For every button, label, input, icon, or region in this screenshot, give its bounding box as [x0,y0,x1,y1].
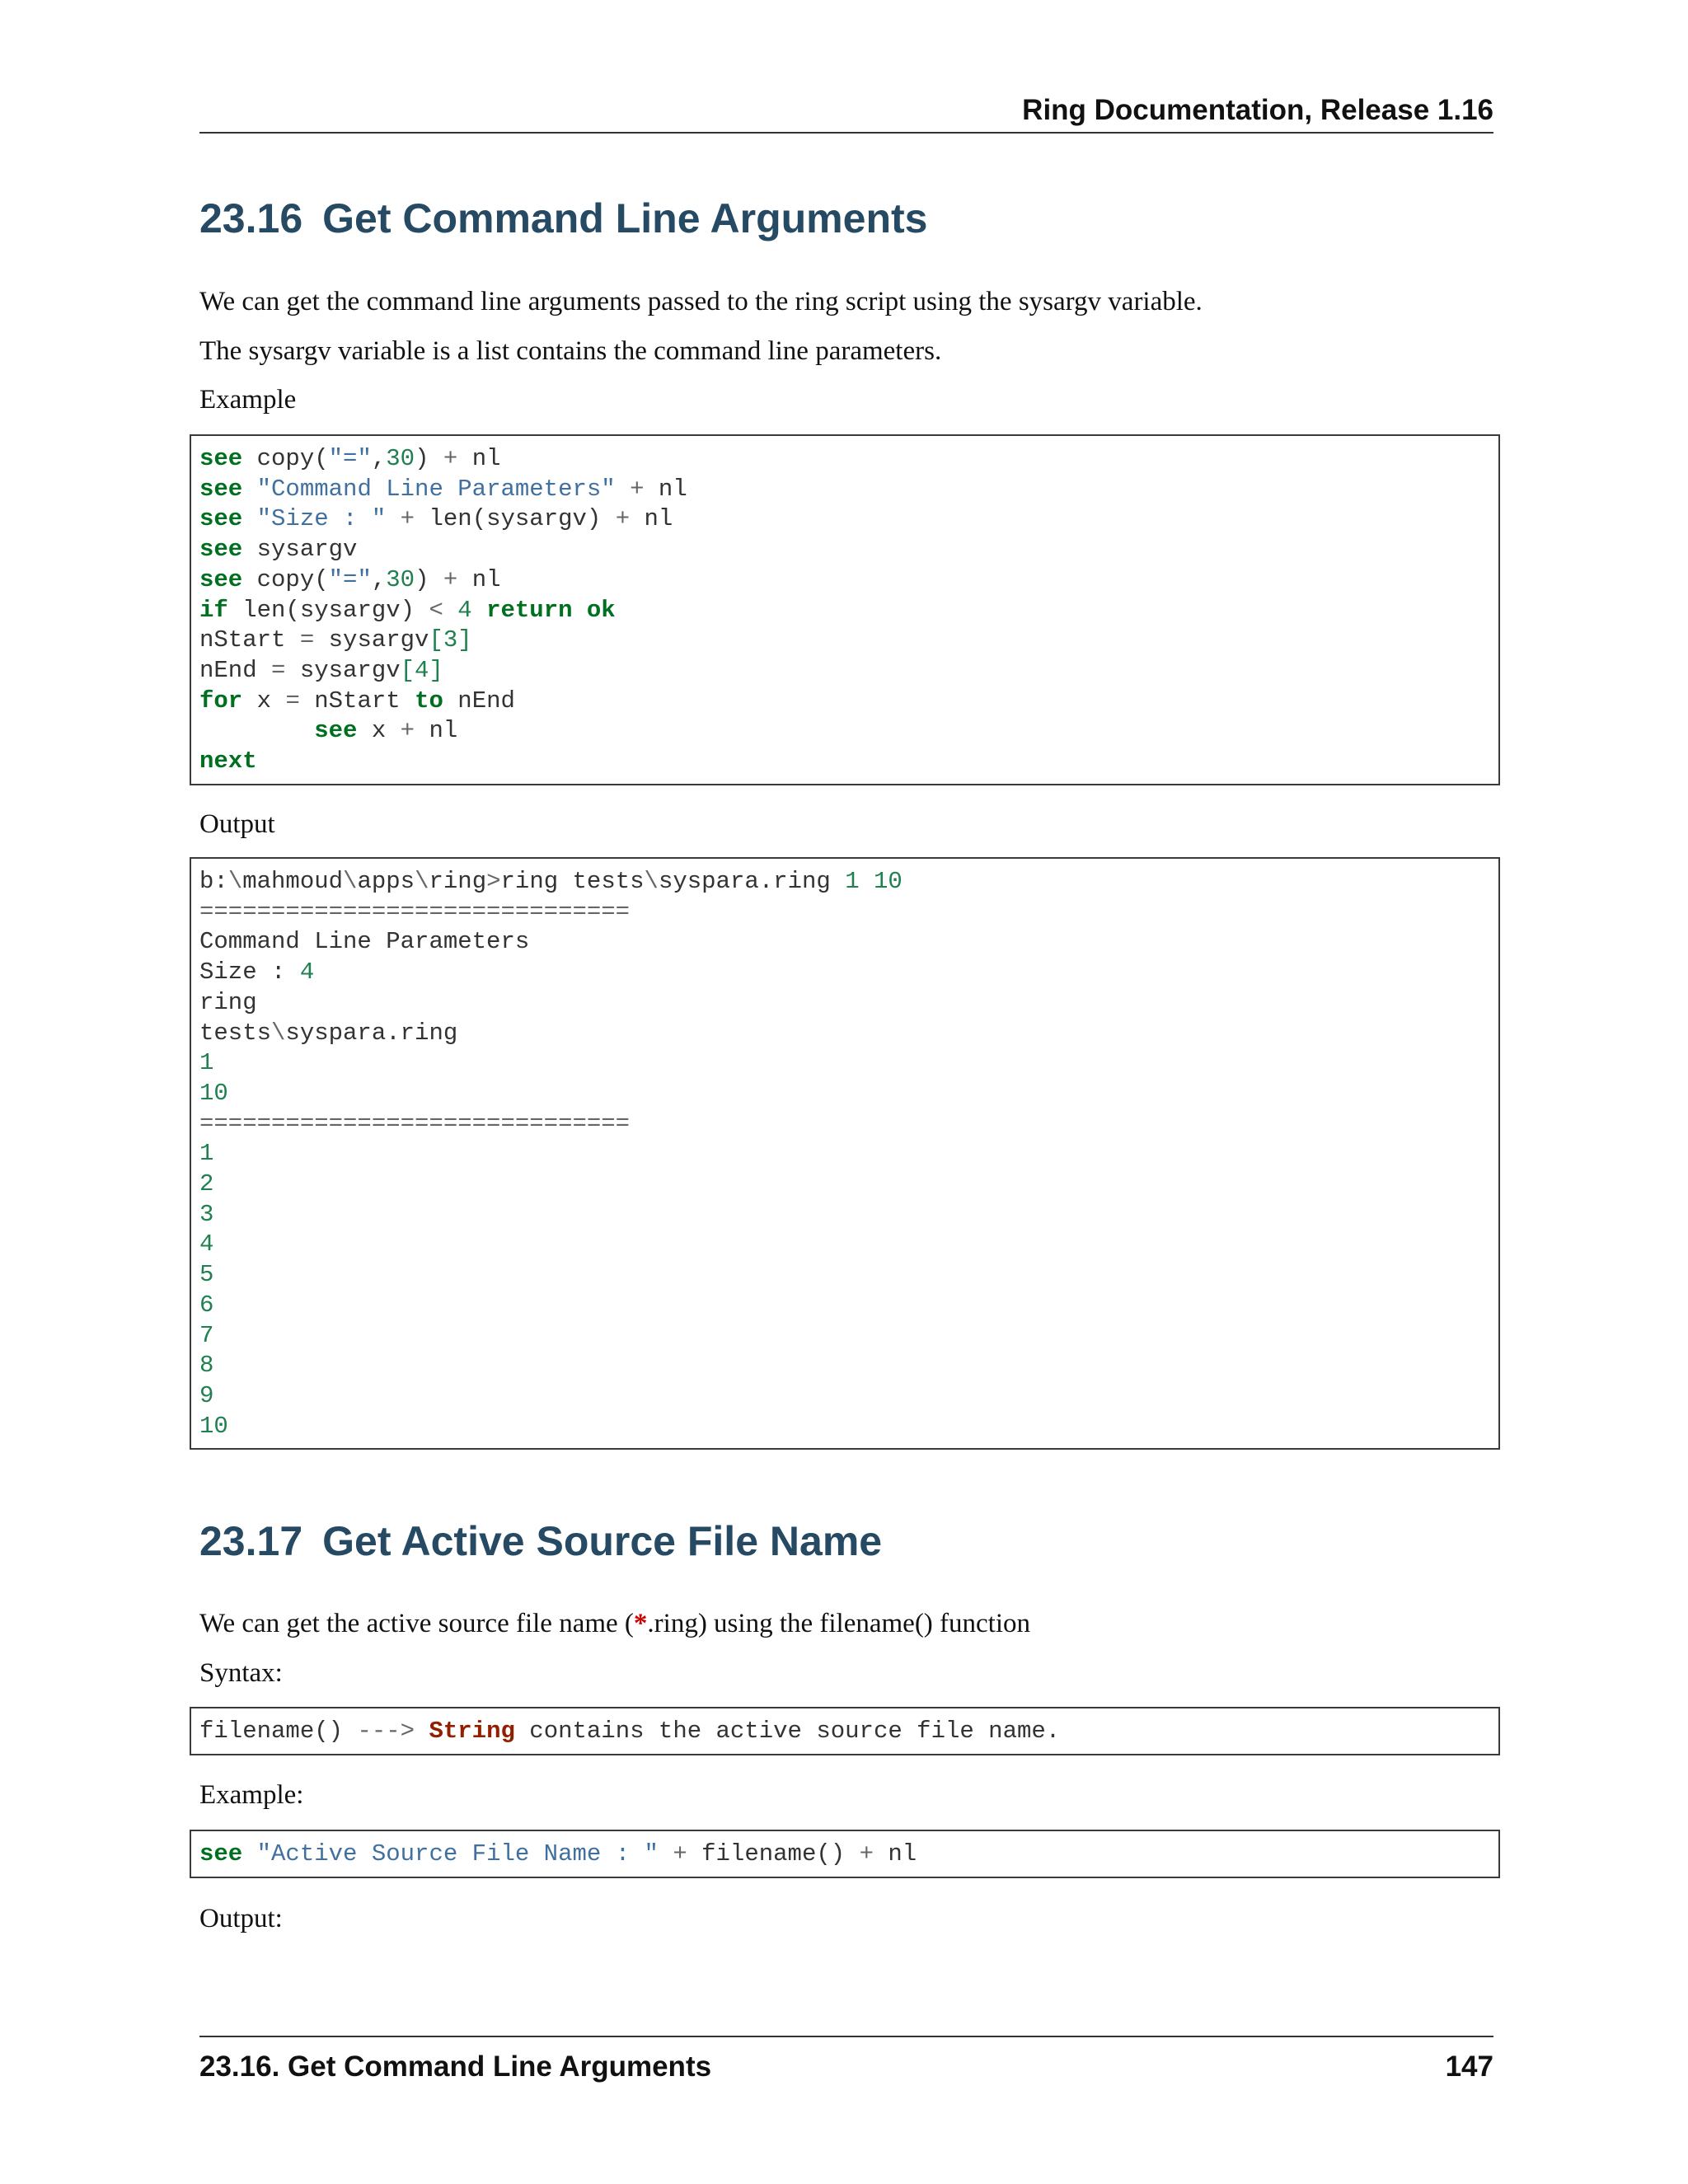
code-token: ---> [357,1718,415,1745]
footer-section: 23.16. Get Command Line Arguments [199,2050,712,2083]
code-token: , [371,445,387,472]
code-token: see [199,475,243,503]
code-token: ============================== [199,898,631,926]
code-line [199,1291,1490,1321]
page-footer [199,2036,1493,2083]
code-token: \ [644,868,659,895]
code-token: "=" [328,565,372,593]
code-token [199,717,314,744]
code-token: 5 [199,1261,214,1289]
code-line [199,535,1490,565]
code-token [573,597,587,624]
code-token: len(sysargv) [415,505,616,533]
code-token: nl [644,475,687,503]
code-line [199,596,1490,626]
code-line [199,1412,1490,1442]
code-line [199,867,1490,898]
code-token: nl [630,505,673,533]
code-line [199,927,1490,958]
code-line [199,475,1490,505]
code-token [242,505,256,532]
code-token: nStart [199,626,300,654]
code-line [199,747,1490,777]
code-token: ring tests [500,868,645,895]
code-token: [4] [400,656,443,684]
code-token: see [314,717,358,745]
code-token: < [429,596,443,624]
output-label: Output [199,809,275,839]
section-title-text: Get Command Line Arguments [322,195,928,241]
code-token: 1 [845,868,860,895]
code-token: 8 [199,1352,214,1380]
code-line [199,1351,1490,1381]
code-block [190,434,1500,785]
code-token: nEnd [443,687,515,715]
code-line [199,444,1490,475]
page-number: 147 [1445,2050,1493,2083]
code-token: \ [415,868,429,895]
code-token [242,476,256,503]
code-token: nEnd [199,656,272,684]
code-token: + [443,445,458,472]
code-token: ============================== [199,1109,631,1137]
page-header [199,92,1493,134]
code-token: , [371,565,387,593]
code-token: "Active Source File Name : " [256,1840,659,1868]
code-token: 10 [874,868,903,895]
code-token: + [859,1840,874,1868]
code-token: 3 [199,1200,214,1228]
code-token: 4 [457,596,472,624]
code-line [199,687,1490,717]
code-token [242,1840,256,1868]
code-token [616,476,630,503]
code-token: nl [457,565,501,593]
code-token: len(sysargv) [227,596,429,624]
code-token: \ [227,868,243,895]
code-token: nl [873,1840,917,1868]
code-token: + [400,505,415,533]
paragraph-text: .ring) using the filename() function [647,1609,1031,1638]
code-token: tests [199,1019,272,1047]
code-token: "=" [328,445,372,472]
code-line [199,958,1490,988]
code-token: > [486,868,501,895]
code-token: Size : [199,958,300,987]
code-token: 9 [199,1381,214,1409]
code-token: nl [457,445,501,472]
code-line [199,898,1490,928]
code-token: nStart [299,687,415,715]
code-line [199,656,1490,687]
syntax-code-block [190,1707,1500,1755]
header-title: Ring Documentation, Release 1.16 [1022,94,1493,126]
code-token: see [199,536,243,564]
code-line [199,716,1490,747]
code-line [199,1169,1490,1200]
code-token [386,505,400,532]
code-token: filename() [199,1718,358,1745]
code-token: + [673,1840,687,1868]
syntax-label: Syntax: [199,1658,283,1688]
code-line [199,1139,1490,1169]
section-title-command-line-arguments [199,194,927,243]
code-line [199,1840,1490,1870]
code-token: 2 [199,1170,214,1198]
code-token: ) [415,445,443,472]
code-token: return [486,596,573,624]
code-token: String [429,1718,515,1745]
code-token: copy( [242,565,329,593]
code-token: see [199,1840,243,1868]
paragraph-text: We can get the active source file name ( [199,1609,634,1638]
code-token: b: [199,868,228,895]
code-token: sysargv [285,656,401,684]
code-token: apps [357,868,415,895]
code-token: 1 [199,1049,214,1077]
code-token: 10 [199,1079,228,1107]
code-token [415,1718,429,1745]
paragraph: The sysargv variable is a list contains the command line parameters. [199,336,942,366]
code-token: next [199,748,257,776]
code-token: ) [415,565,443,593]
code-line [199,1230,1490,1260]
code-token: + [615,505,631,533]
code-token: contains the active source file name. [514,1718,1061,1745]
code-token: + [630,475,645,503]
code-token: "Size : " [256,505,387,533]
code-token: + [400,717,415,745]
code-line [199,1200,1490,1230]
code-line [199,1381,1490,1412]
code-line [199,1321,1490,1352]
code-token: see [199,565,243,593]
code-token: see [199,505,243,533]
section-number: 23.16 [199,195,303,241]
code-token: to [415,687,443,715]
code-token: + [443,565,458,593]
code-line [199,1717,1490,1747]
example-label: Example: [199,1780,304,1810]
code-token: ring [199,988,257,1016]
code-line [199,1048,1490,1079]
code-token: 4 [199,1230,214,1258]
section-title-active-source-file-name [199,1516,882,1566]
code-token: mahmoud [242,868,344,895]
code-token: x [357,717,401,745]
code-line [199,626,1490,656]
code-token: nl [415,717,458,745]
code-line [199,988,1490,1019]
code-token: sysargv [242,536,358,564]
code-token [659,1840,673,1868]
code-token: ring [429,868,487,895]
code-token: filename() [687,1840,860,1868]
section-number: 23.17 [199,1518,303,1564]
code-line [199,504,1490,535]
code-token: 1 [199,1140,214,1168]
code-line [199,565,1490,596]
code-token: [3] [429,626,472,654]
asterisk: * [633,1609,648,1638]
code-token: 7 [199,1321,214,1349]
code-token: "Command Line Parameters" [256,475,616,503]
code-line [199,1019,1490,1049]
code-token [443,597,457,624]
code-token: 30 [386,445,415,472]
code-line [199,1079,1490,1109]
paragraph [199,1607,1030,1640]
code-token: = [271,656,286,684]
example-code-block [190,1830,1500,1878]
code-token: Command Line Parameters [199,928,530,956]
code-token: syspara.ring [658,868,846,895]
code-token: if [199,596,228,624]
code-token: see [199,445,243,472]
section-title-text: Get Active Source File Name [322,1518,883,1564]
code-token: 10 [199,1412,228,1440]
code-token: syspara.ring [285,1019,458,1047]
code-token [860,868,874,895]
code-token: 30 [386,565,415,593]
paragraph: We can get the command line arguments passed to the ring script using the sysargv variable. [199,287,1203,316]
code-token: 6 [199,1291,214,1319]
code-token: = [285,687,300,715]
code-token: for [199,687,243,715]
code-token: \ [271,1019,286,1047]
code-line [199,1109,1490,1140]
code-token: 4 [299,958,315,987]
code-token [472,597,486,624]
code-token: ok [586,596,616,624]
code-token: sysargv [314,626,429,654]
code-line [199,1260,1490,1291]
example-label: Example [199,385,297,415]
code-token: \ [343,868,358,895]
code-token: copy( [242,445,329,472]
output-block [190,857,1500,1450]
code-token: x [242,687,286,715]
code-token: = [299,626,315,654]
output-label: Output: [199,1904,283,1933]
